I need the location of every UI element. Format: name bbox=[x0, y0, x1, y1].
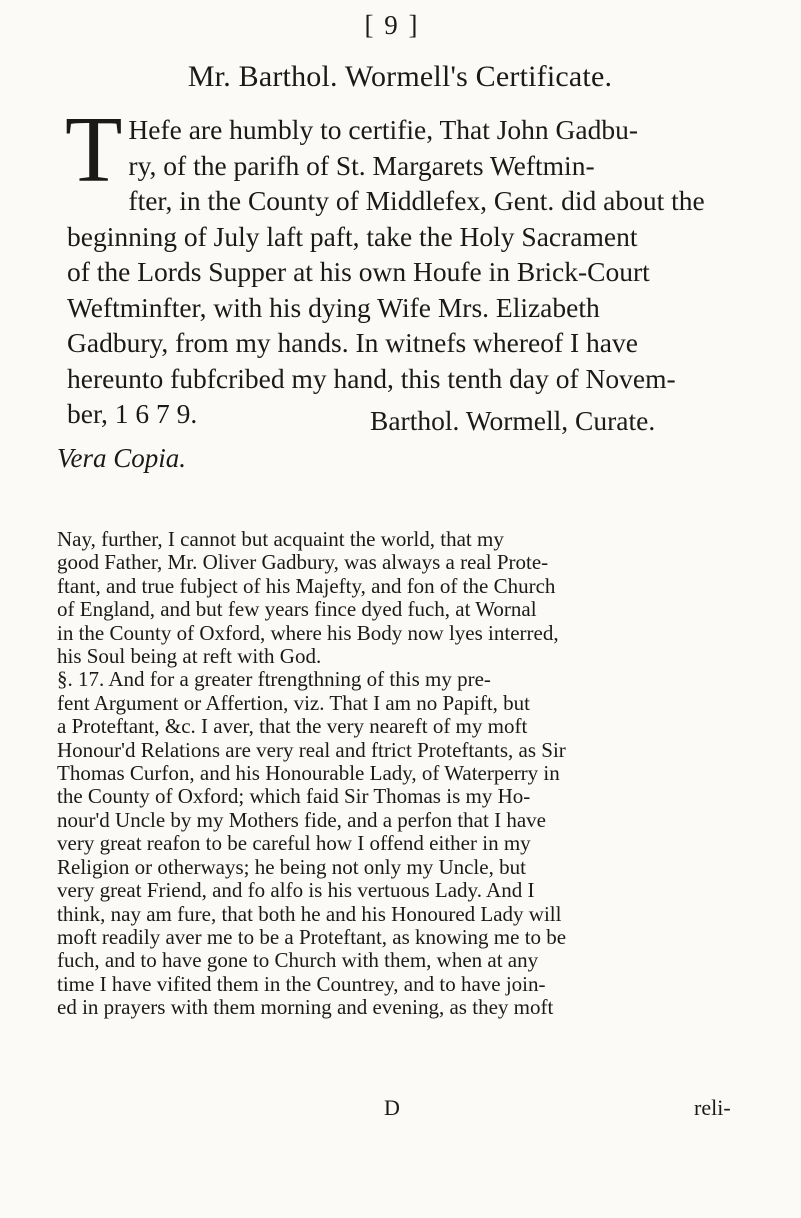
body-line: fuch, and to have gone to Church with them, when at any bbox=[57, 948, 539, 973]
curate-signature: Barthol. Wormell, Curate. bbox=[370, 405, 656, 436]
page-number: [ 9 ] bbox=[364, 10, 420, 40]
body-line: Thomas Curfon, and his Honourable Lady, of Waterperry in bbox=[57, 761, 560, 786]
body-line: his Soul being at reft with God. bbox=[57, 644, 322, 669]
body-line: fent Argument or Affertion, viz. That I am no Papift, but bbox=[57, 690, 531, 715]
body-line: moft readily aver me to be a Proteftant, as knowing me to be bbox=[57, 924, 567, 949]
certificate-text bbox=[65, 98, 747, 432]
body-line: of England, and but few years fince dyed fuch, at Wornal bbox=[57, 597, 537, 622]
body-line: Honour'd Relations are very real and ftrict Proteftants, as Sir bbox=[57, 737, 566, 762]
certificate-line: hereunto fubfcribed my hand, this tenth day of Novem- bbox=[67, 362, 676, 394]
body-line: very great reafon to be careful how I offend either in my bbox=[57, 831, 531, 856]
signature-mark: D bbox=[384, 1095, 400, 1120]
certificate-line: Hefe are humbly to certifie, That John Gadbu- bbox=[128, 114, 639, 145]
body-line: in the County of Oxford, where his Body now lyes interred, bbox=[57, 620, 559, 645]
body-line: think, nay am fure, that both he and his Honoured Lady will bbox=[57, 901, 562, 926]
certificate-title: Mr. Barthol. Wormell's Certificate. bbox=[187, 60, 613, 93]
certificate-line: fter, in the County of Middlefex, Gent. did about the bbox=[128, 185, 705, 216]
certificate-line: Weftminfter, with his dying Wife Mrs. Elizabeth bbox=[67, 291, 600, 323]
body-line: time I have vifited them in the Countrey, and to have join- bbox=[57, 971, 546, 996]
body-line: very great Friend, and fo alfo is his vertuous Lady. And I bbox=[57, 878, 535, 903]
page-footer bbox=[0, 1095, 801, 1125]
body-line: a Proteftant, &c. I aver, that the very neareft of my moft bbox=[57, 714, 528, 739]
certificate-line: ber, 1 6 7 9. bbox=[67, 398, 198, 429]
body-paragraphs bbox=[57, 528, 772, 1020]
catchword: reli- bbox=[694, 1095, 731, 1120]
certificate-line: Gadbury, from my hands. In witnefs whereof I have bbox=[67, 327, 638, 358]
body-line: nour'd Uncle by my Mothers fide, and a perfon that I have bbox=[57, 807, 546, 832]
body-line: the County of Oxford; which faid Sir Thomas is my Ho- bbox=[57, 784, 531, 809]
certificate-line: of the Lords Supper at his own Houfe in Brick-Court bbox=[67, 256, 650, 287]
body-line: ed in prayers with them morning and evening, as they moft bbox=[57, 995, 554, 1020]
drop-cap: T bbox=[65, 98, 123, 202]
certificate-line: ry, of the parifh of St. Margarets Weftmin- bbox=[128, 149, 595, 181]
body-line: Religion or otherways; he being not only my Uncle, but bbox=[57, 854, 526, 879]
vera-copia: Vera Copia. bbox=[57, 443, 187, 473]
body-line: ftant, and true fubject of his Majefty, and fon of the Church bbox=[57, 573, 556, 598]
body-line: good Father, Mr. Oliver Gadbury, was always a real Prote- bbox=[57, 550, 549, 575]
body-line: §. 17. And for a greater ftrengthning of this my pre- bbox=[57, 667, 491, 692]
body-line: Nay, further, I cannot but acquaint the world, that my bbox=[57, 527, 504, 551]
certificate-line: beginning of July laft paft, take the Holy Sacrament bbox=[67, 220, 638, 252]
